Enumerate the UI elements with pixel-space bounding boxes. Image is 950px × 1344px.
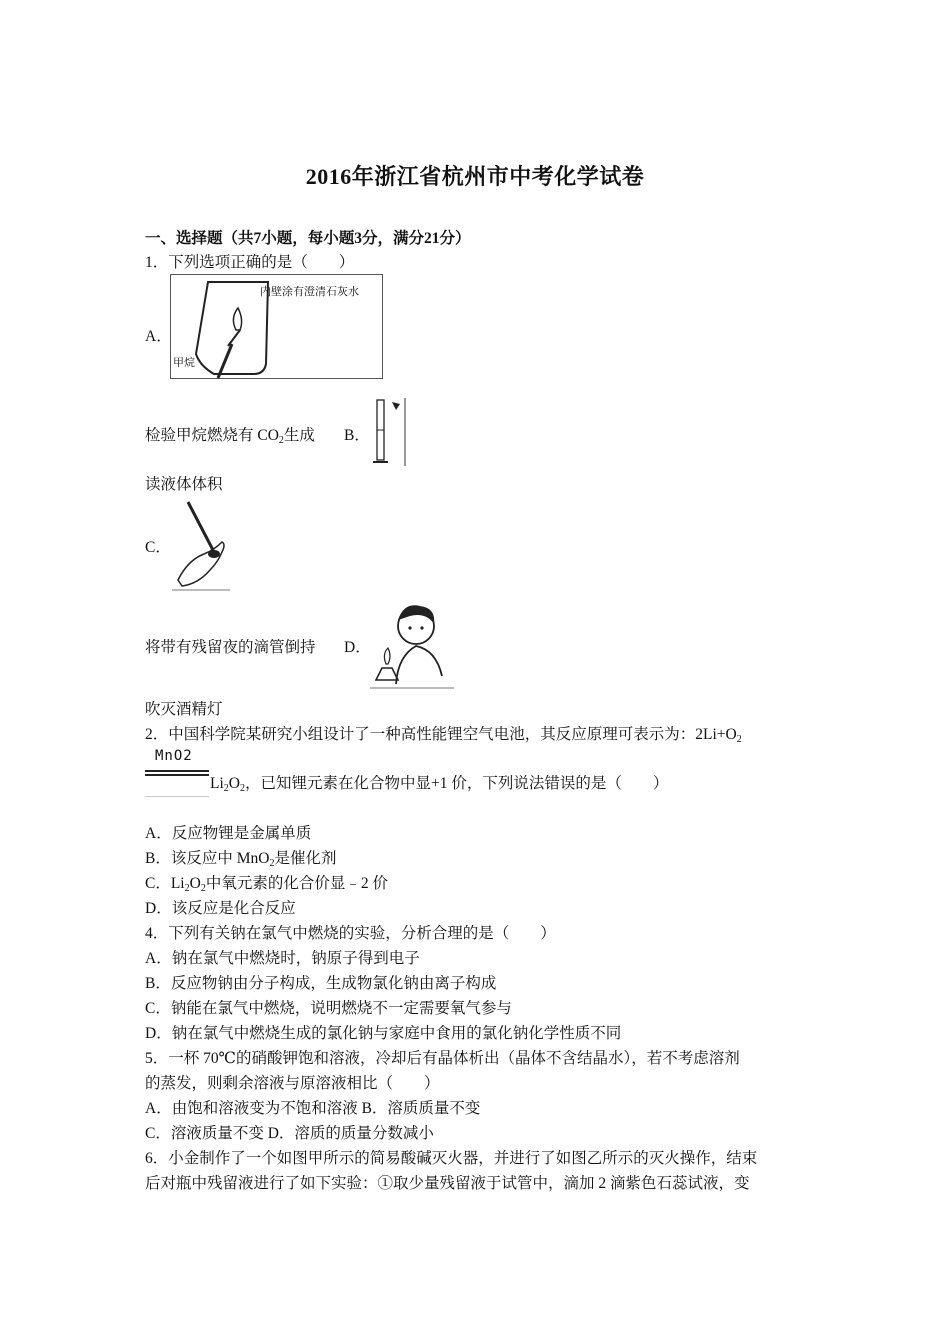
option-c-text: 将带有残留夜的滴管倒持 bbox=[145, 639, 316, 656]
section-heading: 一、选择题（共7小题，每小题3分，满分21分） bbox=[145, 230, 471, 247]
q4-option-a: A．钠在氯气中燃烧时，钠原子得到电子 bbox=[145, 950, 420, 967]
q2-option-b: B．该反应中 MnO$_2$是催化剂 bbox=[145, 850, 337, 869]
option-c-label: C． bbox=[145, 539, 171, 556]
question-4-stem: 4．下列有关钠在氯气中燃烧的实验，分析合理的是（ ） bbox=[145, 925, 556, 942]
boy-lamp-figure bbox=[370, 598, 454, 690]
q4-option-b: B．反应物钠由分子构成，生成物氯化钠由离子构成 bbox=[145, 975, 497, 992]
q4-option-c: C．钠能在氯气中燃烧，说明燃烧不一定需要氧气参与 bbox=[145, 1000, 512, 1017]
question-6-line1: 6．小金制作了一个如图甲所示的简易酸碱灭火器，并进行了如图乙所示的灭火操作，结束 bbox=[145, 1150, 758, 1167]
question-6-line2: 后对瓶中残留液进行了如下实验：①取少量残留液于试管中，滴加 2 滴紫色石蕊试液，变 bbox=[145, 1175, 750, 1192]
question-2-product: $Li_2O_2$，已知锂元素在化合物中显+1 价，下列说法错误的是（ ） bbox=[210, 775, 669, 794]
option-a-text: 检验甲烷燃烧有 $CO_2$生成 bbox=[145, 427, 315, 446]
question-2-stem: 2．中国科学院某研究小组设计了一种高性能锂空气电池，其反应原理可表示为：$2Li+O_2$ bbox=[145, 726, 742, 745]
q4-option-d: D．钠在氯气中燃烧生成的氯化钠与家庭中食用的氯化钠化学性质不同 bbox=[145, 1025, 622, 1042]
question-5-stem-line1: 5．一杯 70℃的硝酸钾饱和溶液，冷却后有晶体析出（晶体不含结晶水），若不考虑溶剂 bbox=[145, 1050, 740, 1067]
question-5-stem-line2: 的蒸发，则剩余溶液与原溶液相比（ ） bbox=[145, 1075, 440, 1092]
graduated-cylinder-figure bbox=[368, 396, 408, 468]
option-d-text: 吹灭酒精灯 bbox=[145, 701, 223, 718]
q5-options-cd: C．溶液质量不变 D．溶质的质量分数减小 bbox=[145, 1125, 434, 1142]
q5-options-ab: A．由饱和溶液变为不饱和溶液 B．溶质质量不变 bbox=[145, 1100, 481, 1117]
option-b-label: B． bbox=[344, 427, 370, 444]
figure-label: 甲烷 bbox=[173, 356, 195, 369]
q2-option-c: C．$Li_2O_2$中氧元素的化合价显﹣2 价 bbox=[145, 875, 388, 894]
option-d-label: D． bbox=[344, 639, 371, 656]
figure-caption: 内壁涂有澄清石灰水 bbox=[260, 285, 359, 298]
q2-option-d: D．该反应是化合反应 bbox=[145, 900, 296, 917]
page-title: 2016年浙江省杭州市中考化学试卷 bbox=[305, 164, 645, 189]
option-b-text: 读液体体积 bbox=[145, 476, 223, 493]
dropper-figure bbox=[170, 500, 234, 592]
question-1-stem: 1．下列选项正确的是（ ） bbox=[145, 254, 355, 271]
option-a-label: A． bbox=[145, 328, 172, 345]
q2-option-a: A．反应物锂是金属单质 bbox=[145, 825, 312, 842]
catalyst-arrow bbox=[145, 748, 209, 798]
catalyst-label: MnO2 bbox=[155, 748, 193, 764]
